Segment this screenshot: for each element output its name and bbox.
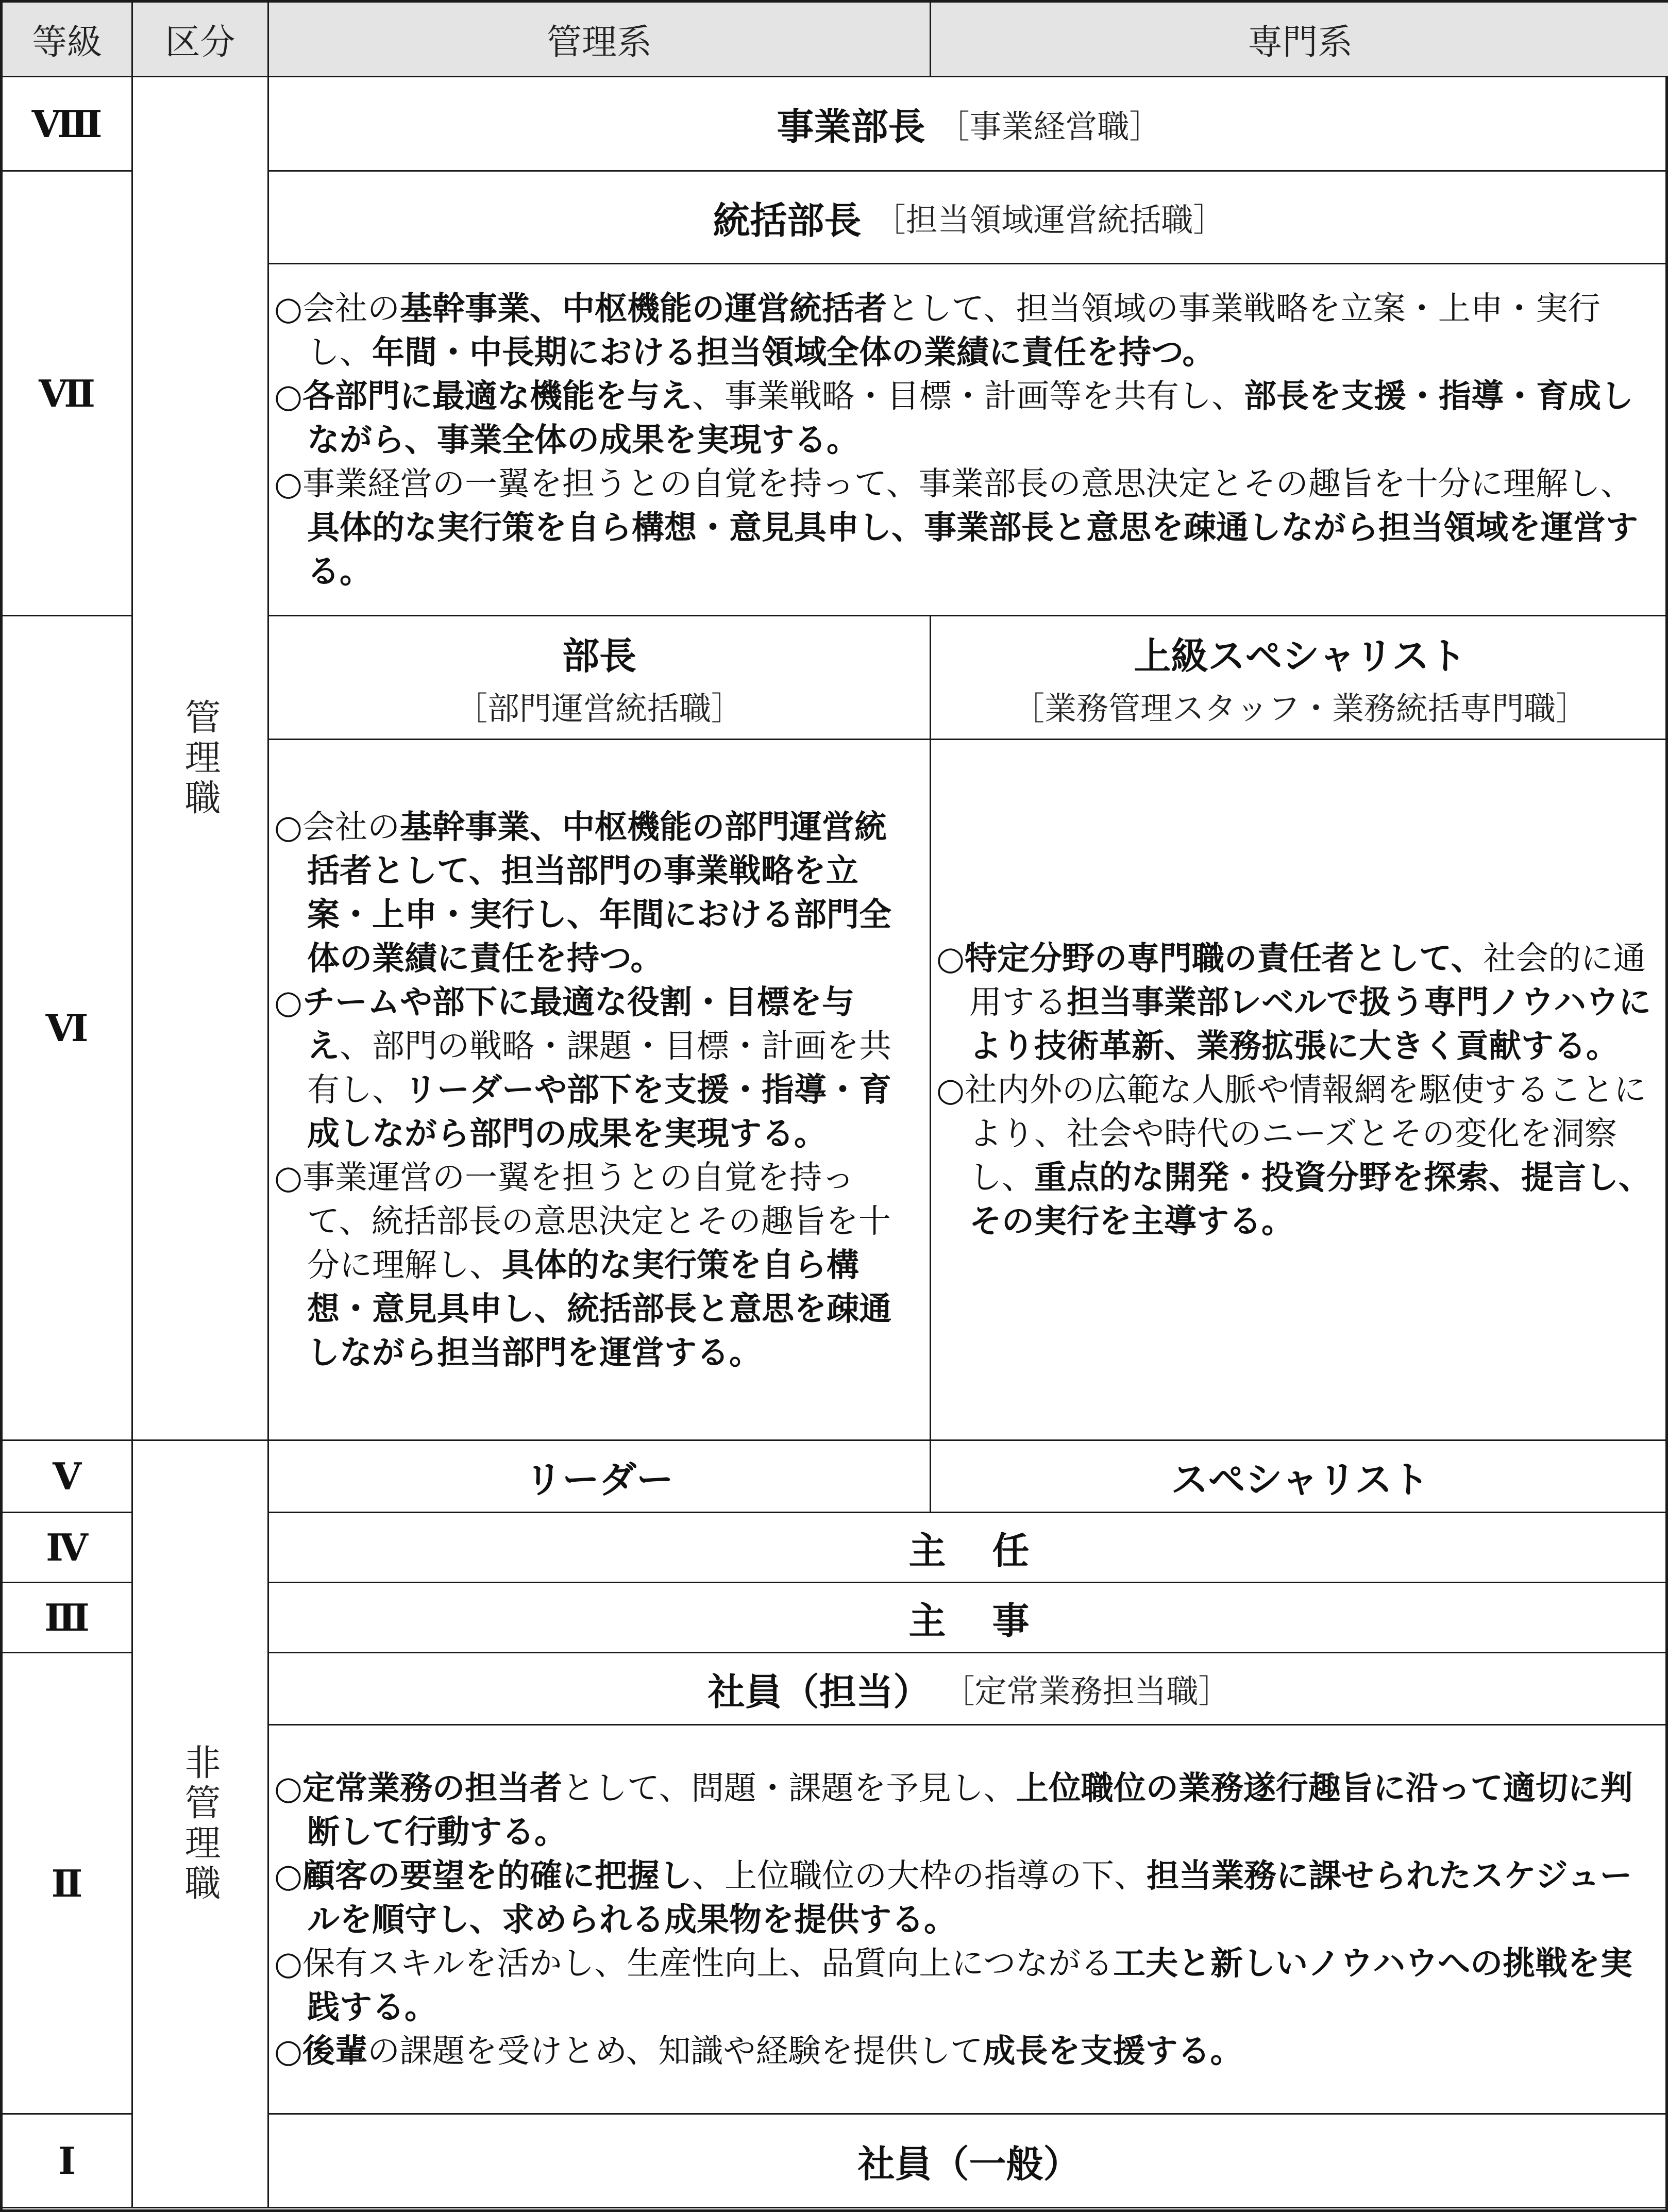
- g6-spec-role-cell: [931, 616, 1668, 740]
- description-text: ○: [274, 377, 302, 415]
- description-text: として、問題・課題を予見し、: [562, 1769, 1016, 1807]
- description-text: ○事業運営の一翼を担うとの自覚を持って、統括部長の意思決定とその趣旨を十分に理解し、: [274, 1159, 891, 1284]
- g4-role-cell: [269, 1513, 1668, 1583]
- description-text: 、部門の戦略・課題・目標・計画を共有し、: [307, 1027, 891, 1109]
- description-text: リーダーや部下を支援・指導・育成しながら部門の成果を実現する。: [307, 1071, 891, 1152]
- description-text: 各部門に最適な機能を与え: [302, 377, 692, 415]
- description-text: 工夫と新しいノウハウへの挑戦を実践する。: [307, 1944, 1633, 2026]
- g6-mgmt-role-sub: ［部門運営統括職］: [455, 690, 743, 727]
- grade-5: Ⅴ: [3, 1441, 133, 1513]
- g3-role: 主事: [908, 1599, 1076, 1643]
- description-text: ○会社の: [274, 808, 400, 846]
- description-text: ○保有スキルを活かし、生産性向上、品質向上につながる: [274, 1944, 1114, 1982]
- g6-mgmt-role-title: 部長: [562, 634, 636, 678]
- description-text: 顧客の要望を的確に把握し: [302, 1856, 692, 1895]
- g6-mgmt-description: [269, 740, 931, 1441]
- description-item: [274, 2029, 1655, 2073]
- description-text: ○: [274, 1769, 302, 1807]
- description-text: ○: [274, 1856, 302, 1895]
- g6-mgmt-role-cell: [269, 616, 931, 740]
- g8-role-cell: [269, 77, 1668, 172]
- g6-spec-role-sub: ［業務管理スタッフ・業務統括専門職］: [1012, 690, 1588, 727]
- g1-role: 社員（一般）: [269, 2115, 1668, 2208]
- description-text: 重点的な開発・投資分野を探索、提言し、その実行を主導する。: [969, 1159, 1651, 1240]
- description-text: 定常業務の担当者: [302, 1769, 562, 1807]
- description-item: [274, 462, 1655, 593]
- description-text: 具体的な実行策を自ら構想・意見具申し、統括部長と意思を疎通しながら担当部門を運営する。: [307, 1246, 891, 1371]
- description-text: 具体的な実行策を自ら構想・意見具申し、事業部長と意思を疎通しながら担当領域を運営する。: [307, 508, 1638, 590]
- g7-role-cell: [269, 172, 1668, 264]
- category-managerial: 管理職: [179, 698, 221, 819]
- header-management-track: 管理系: [269, 3, 931, 77]
- category-managerial-cell: [133, 77, 269, 1441]
- description-item: [274, 287, 1655, 374]
- description-text: ○事業経営の一翼を担うとの自覚を持って、事業部長の意思決定とその趣旨を十分に理解し、: [274, 464, 1633, 502]
- grade-8: Ⅷ: [3, 77, 133, 172]
- description-text: 成長を支援する。: [983, 2032, 1243, 2070]
- g8-role-title: 事業部長: [777, 105, 925, 148]
- header-grade: 等級: [3, 3, 133, 77]
- g2-role-cell: [269, 1653, 1668, 1725]
- description-text: 社会的に通用する: [969, 940, 1646, 1021]
- description-text: ○社内外の広範な人脈や情報網を駆使することにより、社会や時代のニーズとその変化を洞察し、: [936, 1071, 1646, 1196]
- grade-7: Ⅶ: [3, 172, 133, 616]
- g2-role-title: 社員（担当）: [707, 1670, 931, 1714]
- description-item: [274, 1941, 1655, 2029]
- category-non-managerial: 非管理職: [179, 1744, 221, 1904]
- description-item: [274, 1155, 915, 1375]
- description-text: 担当業務に課せられたスケジュールを順守し、求められる成果物を提供する。: [307, 1856, 1632, 1938]
- g7-role-sub: ［担当領域運営統括職］: [873, 201, 1225, 239]
- grade-3: Ⅲ: [3, 1583, 133, 1653]
- description-item: [274, 1766, 1655, 1854]
- g4-role: 主任: [908, 1529, 1076, 1572]
- description-text: 上位職位の業務遂行趣旨に沿って適切に判断して行動する。: [307, 1769, 1633, 1851]
- grade-6: Ⅵ: [3, 616, 133, 1441]
- grade-4: Ⅳ: [3, 1513, 133, 1583]
- g3-role-cell: [269, 1583, 1668, 1653]
- g5-spec-role: スペシャリスト: [931, 1441, 1668, 1513]
- g2-role-sub: ［定常業務担当職］: [942, 1672, 1231, 1710]
- description-text: ○特定分野の専門職の責任者として、: [936, 940, 1484, 977]
- description-text: 基幹事業、中枢機能の運営統括者: [399, 289, 887, 327]
- description-text: の課題を受けとめ、知識や経験を提供して: [367, 2032, 983, 2070]
- description-item: [936, 936, 1655, 1068]
- description-item: [274, 1854, 1655, 1941]
- g6-spec-description: [931, 740, 1668, 1441]
- description-text: 年間・中長期における担当領域全体の業績に責任を持つ。: [372, 333, 1215, 371]
- grade-2: Ⅱ: [3, 1653, 133, 2115]
- g6-spec-role-title: 上級スペシャリスト: [1134, 634, 1467, 678]
- g7-role-title: 統括部長: [713, 198, 862, 242]
- grade-1: Ⅰ: [3, 2115, 133, 2208]
- description-text: 部長を支援・指導・育成しながら、事業全体の成果を実現する。: [307, 377, 1633, 459]
- description-text: ○チームや部下に最適な役割・目標を与え: [274, 983, 854, 1065]
- description-text: 後輩: [302, 2032, 367, 2070]
- description-item: [936, 1068, 1655, 1243]
- header-category: 区分: [133, 3, 269, 77]
- description-text: 、上位職位の大枠の指導の下、: [692, 1856, 1147, 1895]
- description-item: [274, 374, 1655, 462]
- description-text: ○: [274, 2032, 302, 2070]
- description-text: ○会社の: [274, 289, 400, 327]
- g8-role-sub: ［事業経営職］: [937, 107, 1161, 145]
- description-text: 、事業戦略・目標・計画等を共有し、: [692, 377, 1244, 415]
- header-specialist-track: 専門系: [931, 3, 1668, 77]
- description-text: として、担当領域の事業戦略を立案・上申・実行し、: [307, 289, 1600, 371]
- g7-description: [269, 264, 1668, 616]
- g5-mgmt-role: リーダー: [269, 1441, 931, 1513]
- description-text: 基幹事業、中枢機能の部門運営統括者として、担当部門の事業戦略を立案・上申・実行し、年間における部門全体の業績に責任を持つ。: [307, 808, 891, 977]
- category-non-managerial-cell: [133, 1441, 269, 2208]
- g2-description: [269, 1725, 1668, 2115]
- description-text: 担当事業部レベルで扱う専門ノウハウにより技術革新、業務拡張に大きく貢献する。: [969, 983, 1651, 1065]
- description-item: [274, 805, 915, 980]
- description-item: [274, 980, 915, 1155]
